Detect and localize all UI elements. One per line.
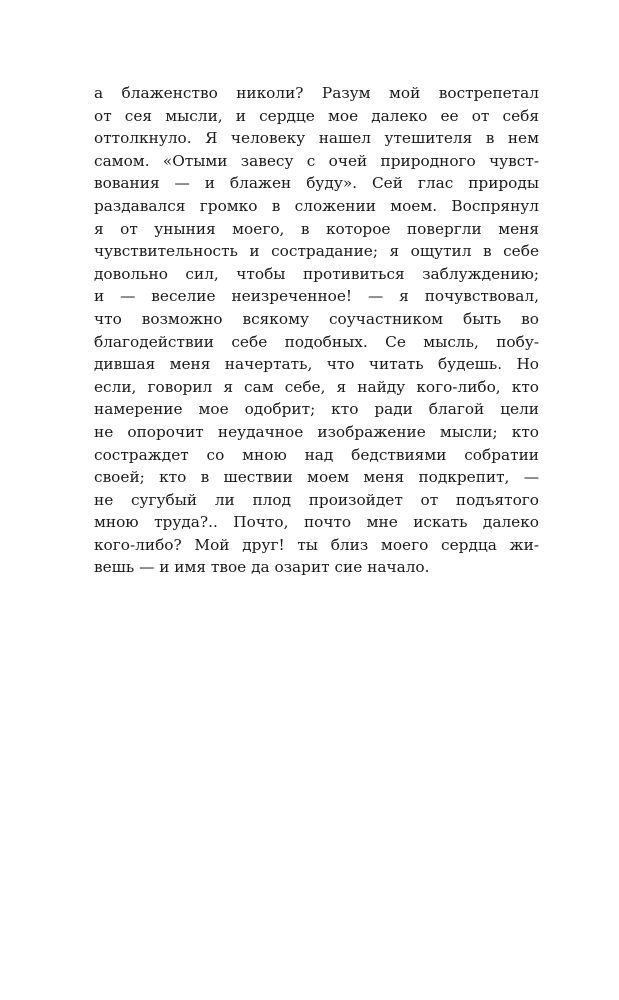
text-line: дившая меня начертать, что читать будешь. Но: [94, 355, 539, 374]
text-line: и — веселие неизреченное! — я почувствовал,: [94, 287, 539, 306]
text-line: а блаженство николи? Разум мой вострепетал: [94, 84, 539, 102]
text-line-last: вешь — и имя твое да озарит сие начало.: [94, 558, 430, 577]
text-line: не опорочит неудачное изображение мысли; кто: [94, 422, 539, 441]
text-line: состраждет со мною над бедствиями собратии: [94, 445, 539, 464]
text-line: оттолкнуло. Я человеку нашел утешителя в нем: [94, 129, 539, 148]
text-line: кого-либо? Мой друг! ты близ моего сердца жи-: [94, 535, 539, 554]
text-line: своей; кто в шествии моем меня подкрепит, —: [94, 468, 539, 487]
text-line: раздавался громко в сложении моем. Воспрянул: [94, 196, 539, 215]
text-line: я от уныния моего, в которое повергли меня: [94, 219, 539, 238]
text-line: самом. «Отыми завесу с очей природного чувст-: [94, 151, 539, 170]
text-line: от сея мысли, и сердце мое далеко ее от себя: [94, 106, 539, 125]
body-text: [94, 82, 539, 579]
text-line: вования — и блажен буду». Сей глас природы: [94, 174, 539, 193]
text-line: довольно сил, чтобы противиться заблуждению;: [94, 264, 539, 283]
text-line: что возможно всякому соучастником быть во: [94, 309, 539, 328]
text-line: намерение мое одобрит; кто ради благой цели: [94, 400, 539, 419]
text-line: мною труда?.. Почто, почто мне искать далеко: [94, 513, 539, 532]
text-line: чувствительность и сострадание; я ощутил в себе: [94, 242, 539, 261]
text-line: не сугубый ли плод произойдет от подъятого: [94, 490, 539, 509]
text-line: если, говорил я сам себе, я найду кого-либо, кто: [94, 377, 539, 396]
text-line: благодействии себе подобных. Се мысль, побу-: [94, 332, 539, 351]
